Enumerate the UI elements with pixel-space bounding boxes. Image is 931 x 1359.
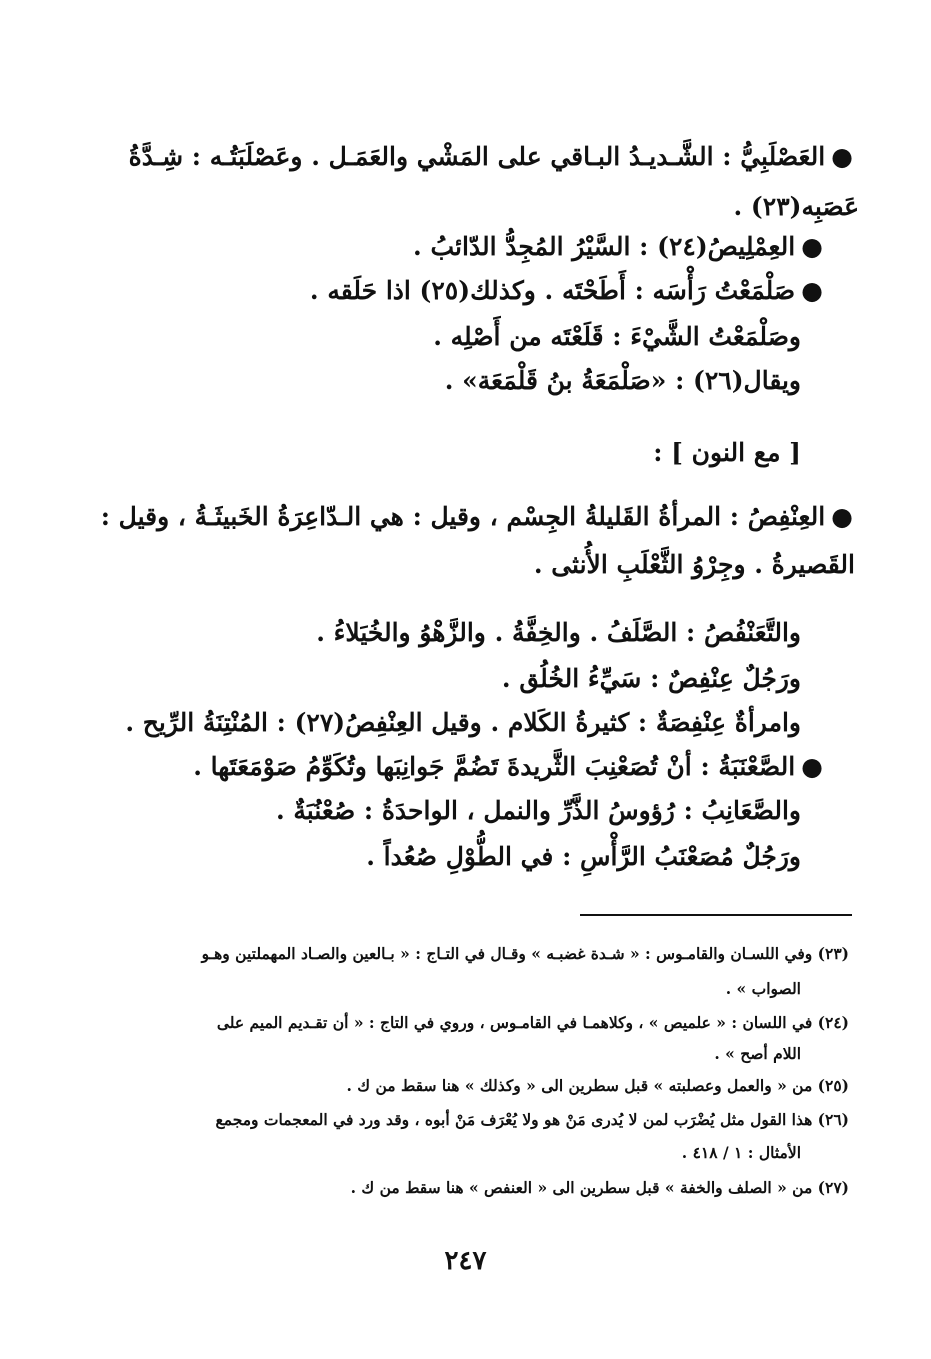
entry-text: العِنْفِصُ : المرأةُ القَليلةُ الجِسْم ، وقيل : هي الـدّاعِرَةُ الخَبيثَـةُ ، وقيل : (100, 502, 826, 531)
entry-text: وصَلْمَعْتُ الشَّيْءَ : قَلَعْتَه من أَصْلِه . (433, 322, 801, 351)
footnote-text: (٢٣) وفي اللسـان والقامـوس : « شـدة غضبـه » وقـال في التـاج : « بـالعين والصـاد المهملتين وهـو (201, 944, 849, 963)
footnote-text: (٢٧) من « الصلف والخفة » قبل سطرين الى « العنفص » هنا سقط من ك . (350, 1178, 849, 1197)
section-heading-text: [ مع النون ] : (653, 438, 801, 467)
entry-line (734, 192, 859, 222)
footnote-line (202, 944, 849, 964)
entry-line (433, 322, 801, 352)
entry-text: العِمْلِيصُ(٢٤) : السَّيْرُ المُجِدُّ الدّائبُ . (413, 232, 796, 261)
footnote-text: (٢٦) هذا القول مثل يُضْرَب لمن لا يُدرى مَنْ هو ولا يُعْرَف مَنْ أبوه ، وقد ورد في المعجمات ومجمع (215, 1110, 849, 1129)
entry-text: والتَّعَنْفُصُ : الصَّلَفُ . والخِفَّةُ . والزَّهْوُ والخُيَلاءُ . (316, 618, 801, 647)
footnote-text: الأمثال : ١ / ٤١٨ . (681, 1143, 801, 1162)
entry-line (193, 752, 823, 782)
footnote-line (351, 1178, 849, 1198)
entry-text: الصَّعْنَبَةُ : أنْ تُصَعْنِبَ الثَّريدةَ تَضُمَّ جَوانِبَها وتُكَوِّمُ صَوْمَعَتَها . (193, 752, 796, 781)
entry-line (534, 550, 855, 580)
footnote-text: (٢٤) في اللسان : « علميص » ، وكلاهمـا في القامـوس ، وروي في التاج : « أن تقـديم الميم على (216, 1013, 849, 1032)
entry-line (101, 502, 853, 532)
entry-text: عَصَبِه(٢٣) . (733, 192, 859, 221)
entry-line (413, 232, 823, 262)
entry-line (445, 366, 801, 396)
entry-line (310, 276, 823, 306)
entry-text: صَلْمَعْتُ رَأْسَه : أَطَحْتَه . وكذلك(٢٥) اذا حَلَقه . (309, 276, 796, 305)
footnote-text: (٢٥) من « والعمل وعصلبته » قبل سطرين الى « وكذلك » هنا سقط من ك . (346, 1076, 849, 1095)
entry-line (366, 842, 801, 872)
footnote-text: اللام أصح » . (714, 1044, 801, 1063)
entry-text: وامرأةٌ عِنْفِصَةٌ : كثيرةُ الكَلام . وقيل العِنْفِصُ(٢٧) : المُنْتِنَةُ الرِّيح . (125, 708, 801, 737)
entry-text: العَصْلَبِيُّ : الشَّـديـدُ البـاقي على المَشْي والعَمَـل . وعَصْلَبَتُـه : شِـدَّةُ (128, 142, 826, 171)
bullet-icon: ● (801, 276, 823, 305)
entry-line (316, 618, 801, 648)
entry-text: ويقال(٢٦) : «صَلْمَعَةُ بنُ قَلْمَعَة» . (444, 366, 801, 395)
footnote-line (726, 979, 801, 999)
entry-text: ورَجُلٌ مُصَعْنَبُ الرَّأْسِ : في الطُّوْلِ صُعُداً . (366, 842, 801, 871)
footnote-line (714, 1044, 801, 1064)
entry-text: والصَّعَانِبُ : رُؤوسُ الذَّرِّ والنمل ، الواحدَةُ : صُعْنُبَةٌ . (276, 796, 801, 825)
footnote-line (217, 1013, 849, 1033)
bullet-icon: ● (801, 752, 823, 781)
entry-text: القَصيرةُ . وجِرْوُ الثَّعْلَبِ الأُنثى . (533, 550, 855, 579)
entry-line (502, 664, 801, 694)
section-heading (653, 438, 801, 468)
entry-line (125, 708, 801, 738)
bullet-icon: ● (831, 142, 853, 171)
entry-line (129, 142, 853, 172)
bullet-icon: ● (801, 232, 823, 261)
footnote-line (682, 1143, 801, 1163)
entry-line (276, 796, 801, 826)
footnote-divider (580, 914, 852, 916)
footnote-line (346, 1076, 849, 1096)
bullet-icon: ● (831, 502, 853, 531)
page-number: ٢٤٧ (444, 1246, 487, 1276)
entry-text: ورَجُلٌ عِنْفِصٌ : سَيِّءُ الخُلُق . (501, 664, 801, 693)
footnote-text: الصواب » . (725, 979, 801, 998)
footnote-line (216, 1110, 849, 1130)
